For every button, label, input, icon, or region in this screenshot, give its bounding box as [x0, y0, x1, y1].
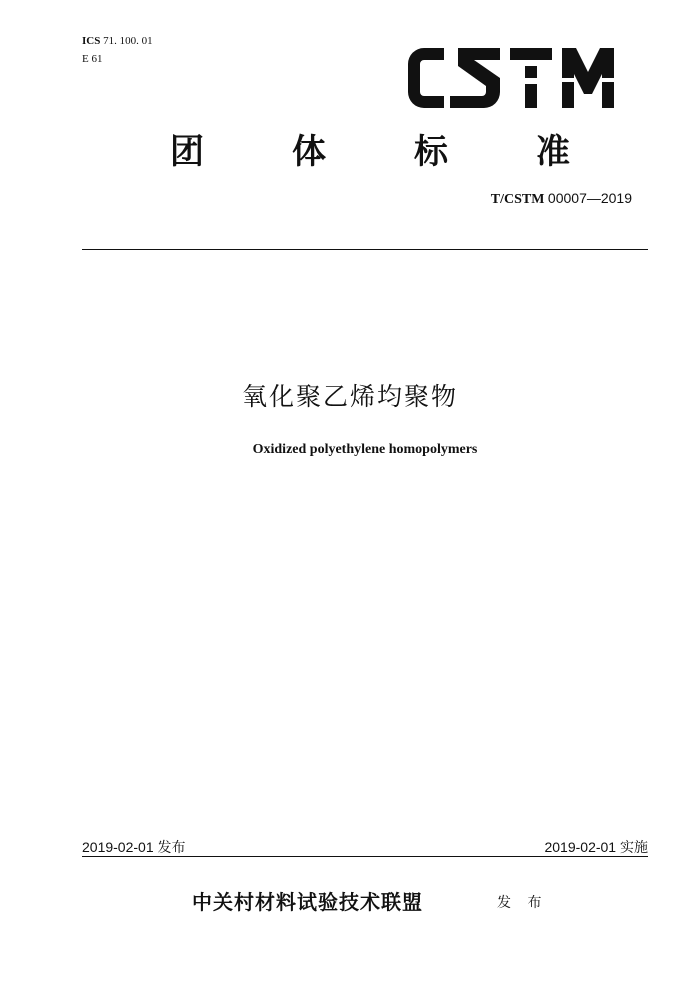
bottom-divider — [82, 856, 648, 857]
implementation-date: 2019-02-01 实施 — [544, 839, 648, 855]
issue-date: 2019-02-01 发布 — [82, 839, 186, 855]
publisher-name: 中关村材料试验技术联盟 — [192, 890, 423, 914]
category-char: 标 — [414, 132, 448, 172]
category-char: 团 — [170, 132, 204, 172]
standard-number: T/CSTM 00007—2019 — [490, 190, 632, 207]
publish-label: 发 布 — [497, 895, 548, 911]
classification-codes — [82, 34, 153, 66]
document-category — [170, 130, 570, 174]
category-char: 体 — [292, 132, 326, 172]
top-divider — [82, 249, 648, 250]
title-english: Oxidized polyethylene homopolymers — [252, 442, 478, 457]
ics-code-line: ICS 71. 100. 01 — [82, 35, 153, 47]
category-char: 准 — [536, 132, 570, 172]
ccs-code-line: E 61 — [82, 53, 103, 65]
title-chinese: 氧化聚乙烯均聚物 — [241, 382, 458, 411]
cstm-logo — [396, 44, 618, 112]
